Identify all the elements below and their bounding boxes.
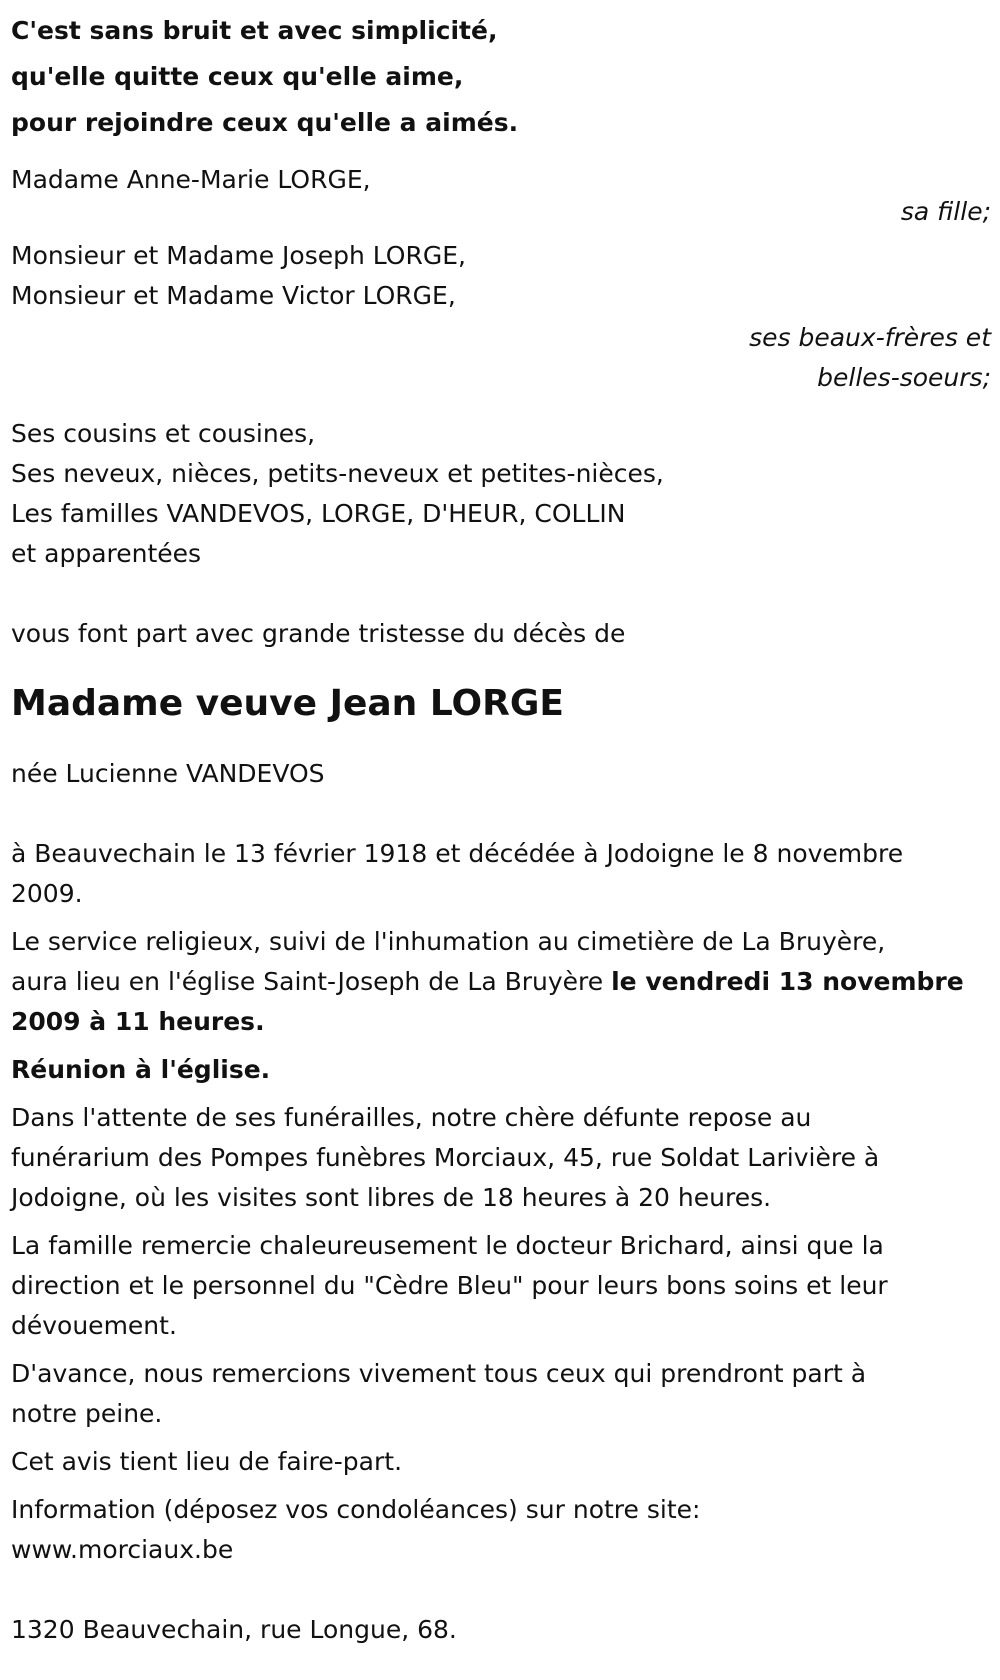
thanks-line-3: dévouement. [11, 1311, 177, 1340]
inlaw-role-2: belles-soeurs; [817, 363, 991, 392]
daughter-name: Madame Anne-Marie LORGE, [11, 165, 371, 194]
inlaw-2: Monsieur et Madame Victor LORGE, [11, 281, 456, 310]
service-date: le vendredi 13 novembre [611, 967, 964, 996]
family-list [11, 160, 991, 574]
others-line-1: Ses cousins et cousines, [11, 419, 316, 448]
service-line-2-text: aura lieu en l'église Saint-Joseph de La Bruyère [11, 967, 612, 996]
funerarium-line-3: Jodoigne, où les visites sont libres de 18 heures à 20 heures. [11, 1183, 772, 1212]
inlaw-role-1: ses beaux-frères et [749, 323, 991, 352]
announcement: vous font part avec grande tristesse du décès de [11, 619, 626, 648]
advance-line-1: D'avance, nous remercions vivement tous ceux qui prendront part à [11, 1359, 867, 1388]
others-line-4: et apparentées [11, 539, 202, 568]
birth-death-line-1: à Beauvechain le 13 février 1918 et décédée à Jodoigne le 8 novembre [11, 839, 904, 868]
info-line-1: Information (déposez vos condoléances) sur notre site: [11, 1495, 701, 1524]
reunion: Réunion à l'église. [11, 1055, 271, 1084]
address: 1320 Beauvechain, rue Longue, 68. [11, 1615, 457, 1644]
epigraph [11, 6, 991, 148]
service-line-2 [11, 962, 991, 1002]
service-line-1: Le service religieux, suivi de l'inhumation au cimetière de La Bruyère, [11, 927, 886, 956]
notice: Cet avis tient lieu de faire-part. [11, 1447, 403, 1476]
epigraph-line-1: C'est sans bruit et avec simplicité, [11, 16, 498, 45]
daughter-role: sa fille; [900, 197, 991, 226]
service-time: 2009 à 11 heures. [11, 1007, 265, 1036]
thanks-line-2: direction et le personnel du "Cèdre Bleu" pour leurs bons soins et leur [11, 1271, 888, 1300]
advance-line-2: notre peine. [11, 1399, 163, 1428]
funerarium-line-2: funérarium des Pompes funèbres Morciaux, 45, rue Soldat Larivière à [11, 1143, 880, 1172]
thanks-line-1: La famille remercie chaleureusement le docteur Brichard, ainsi que la [11, 1231, 884, 1260]
death-notice [11, 6, 991, 1650]
epigraph-line-2: qu'elle quitte ceux qu'elle aime, [11, 62, 464, 91]
funerarium-line-1: Dans l'attente de ses funérailles, notre chère défunte repose au [11, 1103, 812, 1132]
birth-death-line-2: 2009. [11, 879, 83, 908]
deceased-name: Madame veuve Jean LORGE [11, 683, 564, 724]
others-line-3: Les familles VANDEVOS, LORGE, D'HEUR, COLLIN [11, 499, 626, 528]
details [11, 834, 991, 1570]
birth-name: née Lucienne VANDEVOS [11, 759, 325, 788]
others-line-2: Ses neveux, nièces, petits-neveux et petites-nièces, [11, 459, 664, 488]
inlaw-1: Monsieur et Madame Joseph LORGE, [11, 241, 466, 270]
epigraph-line-3: pour rejoindre ceux qu'elle a aimés. [11, 108, 519, 137]
website-link[interactable]: www.morciaux.be [11, 1535, 234, 1564]
